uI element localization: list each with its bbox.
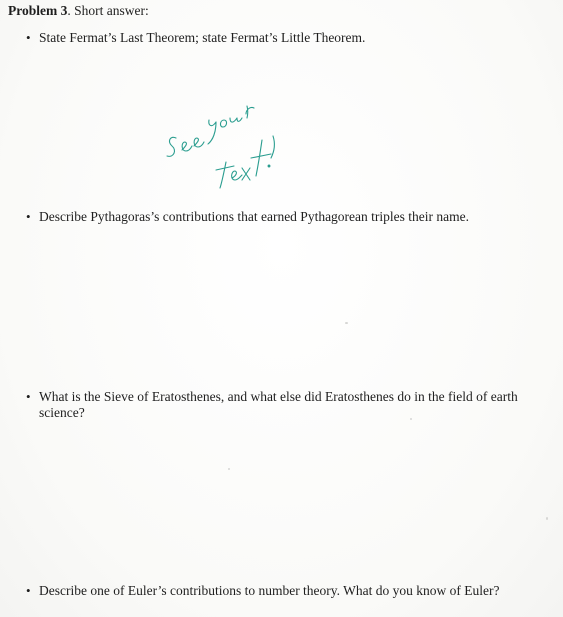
question-item [26,389,556,421]
annotation-stroke-s [167,137,176,156]
annotation-stroke-u [230,118,242,122]
question-item [26,583,556,599]
paper-speck [345,322,348,324]
problem-instruction: . Short answer: [67,3,149,18]
bullet-icon: • [26,389,31,404]
annotation-stroke-x [242,168,250,180]
bullet-icon: • [26,30,31,45]
paper-speck [546,517,548,520]
handwritten-annotation [150,90,300,200]
question-text: State Fermat’s Last Theorem; state Fermat’s Little Theorem. [39,30,366,45]
problem-heading [8,2,149,20]
annotation-strokes [167,106,274,188]
question-item [26,30,556,46]
annotation-stroke-r [246,106,254,118]
question-text: Describe one of Euler’s contributions to number theory. What do you know of Euler? [39,583,500,598]
question-text: Describe Pythagoras’s contributions that earned Pythagorean triples their name. [39,209,470,224]
annotation-stroke-y [208,120,216,144]
annotation-stroke-o [220,120,226,127]
bullet-icon: • [26,209,31,224]
annotation-stroke-t2 [251,140,271,176]
annotation-stroke-e2 [194,138,204,147]
annotation-stroke-exclaim-dot [268,165,270,167]
annotation-stroke-exclaim [271,136,274,158]
problem-label: Problem 3 [8,3,68,18]
bullet-icon: • [26,583,31,598]
paper-speck [228,468,230,470]
annotation-stroke-e1 [182,142,192,151]
annotation-stroke-e3 [232,171,242,180]
paper-speck [410,418,412,420]
question-item [26,209,556,225]
question-text: What is the Sieve of Eratosthenes, and what else did Eratosthenes do in the field of earth science? [39,389,518,420]
